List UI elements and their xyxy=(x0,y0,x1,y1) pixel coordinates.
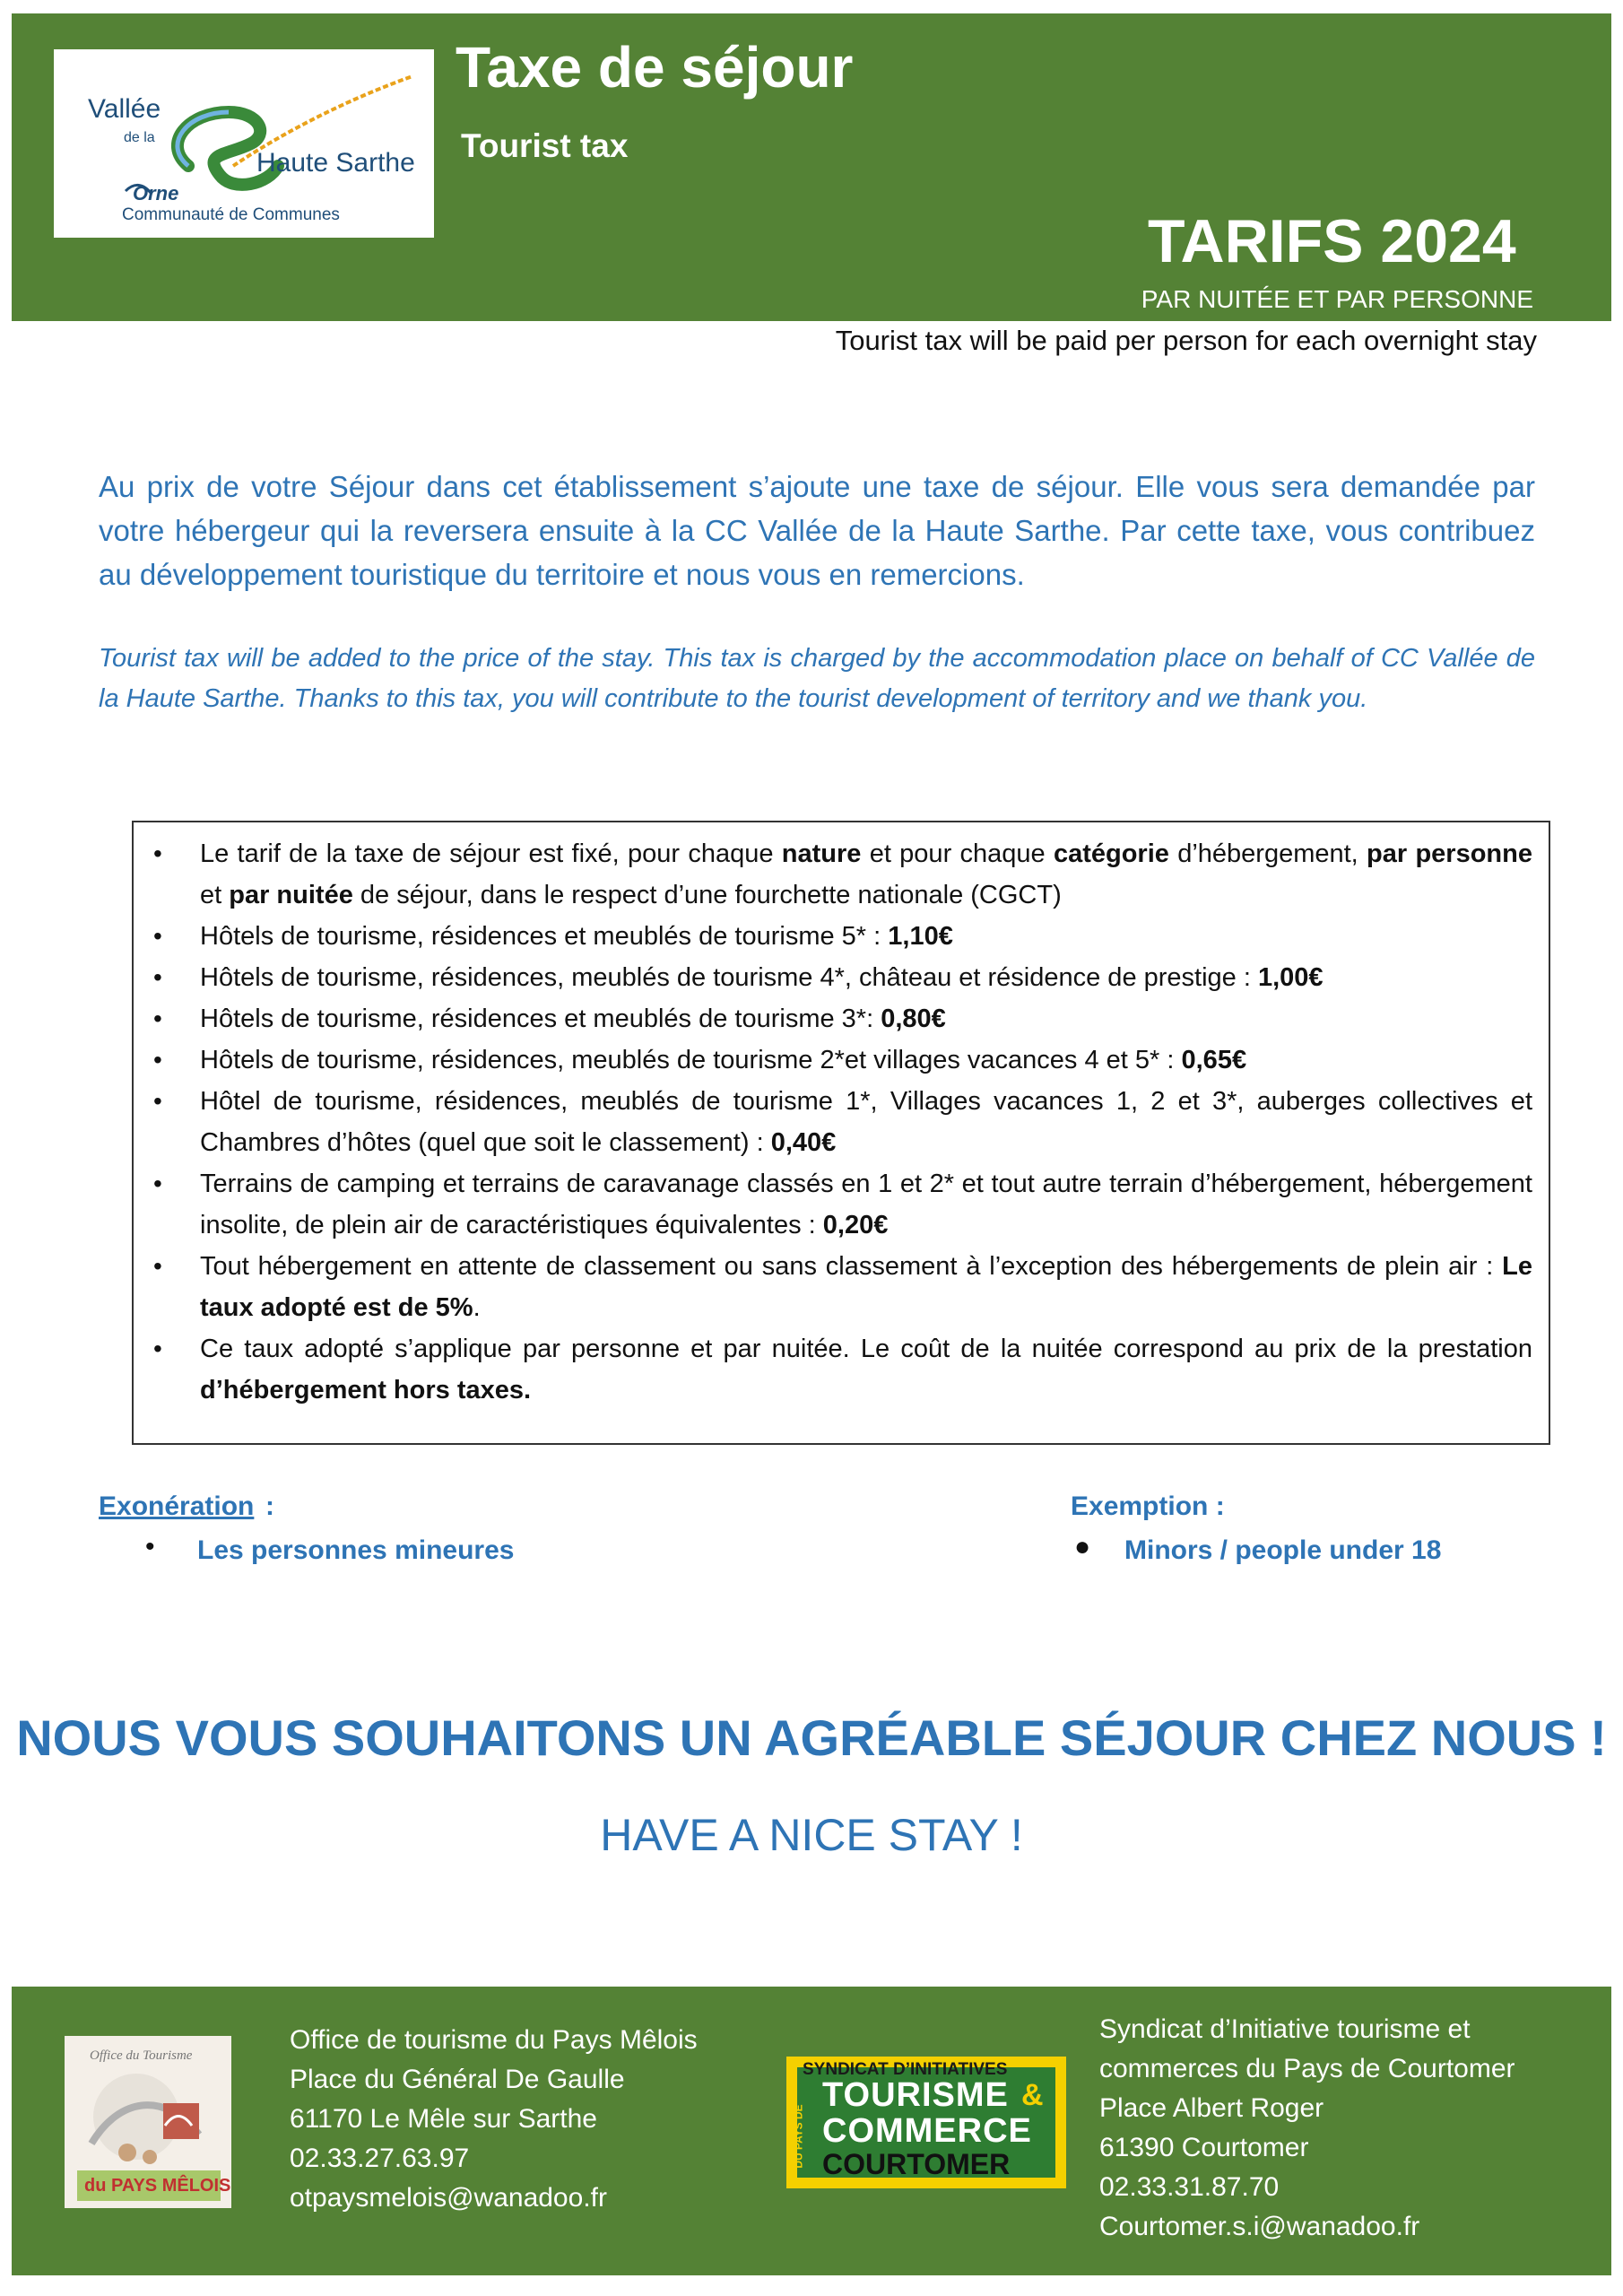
logo-text-orne: Orne xyxy=(133,182,179,204)
rule-text-bold: 1,10€ xyxy=(888,922,953,951)
syndicat-initiatives-logo xyxy=(786,2057,1066,2188)
exoneration-colon: : xyxy=(265,1492,274,1521)
exemption-heading: Exemption : xyxy=(1071,1492,1225,1521)
rule-text-bold: par nuitée xyxy=(229,881,353,909)
sic-logo-line: SYNDICAT D’INITIATIVES xyxy=(803,2060,1008,2079)
rule-text-bold: d’hébergement hors taxes. xyxy=(200,1376,532,1405)
tariff-rule-item xyxy=(134,1039,1549,1081)
rule-text-bold: par personne xyxy=(1367,839,1532,868)
office-tourisme-logo xyxy=(65,2036,231,2208)
tariff-rule-item xyxy=(134,1246,1549,1328)
syndicat-phone: 02.33.31.87.70 xyxy=(1099,2172,1280,2202)
tarifs-heading: TARIFS 2024 xyxy=(1148,207,1516,275)
rule-text-bold: 0,80€ xyxy=(881,1004,946,1033)
intro-french: Au prix de votre Séjour dans cet établissement s’ajoute une taxe de séjour. Elle vous sera demandée par votre hébergeur qui la reversera ensuite à la CC Vallée de la Haute Sarthe. Par cette taxe, vous contribuez au développement touristique du territoire et nous vous en remercions. xyxy=(99,470,1535,591)
tariff-rule-item xyxy=(134,916,1549,957)
tariff-rule-item xyxy=(134,998,1549,1039)
logo-text-de-la: de la xyxy=(124,130,155,145)
intro-english: Tourist tax will be added to the price of the stay. This tax is charged by the accommodation place on behalf of CC Vallée de la Haute Sarthe. Thanks to this tax, you will contribute to the tourist development of territory and we thank you. xyxy=(99,644,1535,713)
office-line: Place du Général De Gaulle xyxy=(290,2065,625,2094)
exemption-item: Minors / people under 18 xyxy=(1124,1535,1442,1565)
logo-text-vallee: Vallée xyxy=(88,94,161,124)
syndicat-contact xyxy=(1099,2010,1515,2247)
tariff-rule-item xyxy=(134,833,1549,916)
tariff-rules-box xyxy=(132,821,1550,1445)
rule-text-bold: Le taux adopté est de 5% xyxy=(200,1252,1532,1322)
exoneration-item: Les personnes mineures xyxy=(197,1535,515,1565)
rule-text: de séjour, dans le respect d’une fourchette nationale (CGCT) xyxy=(352,881,1062,909)
office-email: otpaysmelois@wanadoo.fr xyxy=(290,2183,607,2213)
rule-text: Le tarif de la taxe de séjour est fixé, pour chaque xyxy=(200,839,782,868)
closing-message-english: HAVE A NICE STAY ! xyxy=(600,1810,1023,1860)
tariff-rule-item xyxy=(134,1081,1549,1163)
sic-logo-side: DU PAYS DE xyxy=(792,2104,805,2169)
syndicat-line: 61390 Courtomer xyxy=(1099,2133,1309,2162)
per-person-caption: Tourist tax will be paid per person for each overnight stay xyxy=(835,325,1537,356)
office-line: 61170 Le Mêle sur Sarthe xyxy=(290,2104,597,2134)
rule-text: Hôtel de tourisme, résidences, meublés de tourisme 1*, Villages vacances 1, 2 et 3*, auberges collectives et Chambres d’hôtes (quel que soit le classement) : xyxy=(200,1087,1532,1157)
office-contact xyxy=(290,2021,698,2218)
par-nuitee-caption: PAR NUITÉE ET PAR PERSONNE xyxy=(1141,285,1533,313)
syndicat-line: commerces du Pays de Courtomer xyxy=(1099,2054,1515,2083)
vallee-haute-sarthe-logo xyxy=(54,49,434,238)
rule-text: . xyxy=(473,1293,481,1322)
ot-logo-text-bottom: du PAYS MÊLOIS xyxy=(84,2176,231,2196)
page-subtitle: Tourist tax xyxy=(461,127,629,164)
ot-logo-text-top: Office du Tourisme xyxy=(90,2048,193,2063)
rule-text: et pour chaque xyxy=(861,839,1054,868)
rule-text: Ce taux adopté s’applique par personne et par nuitée. Le coût de la nuitée correspond au prix de la prestation xyxy=(200,1335,1532,1363)
rule-text-bold: 0,20€ xyxy=(822,1211,889,1239)
syndicat-email: Courtomer.s.i@wanadoo.fr xyxy=(1099,2212,1420,2241)
syndicat-line: Syndicat d’Initiative tourisme et xyxy=(1099,2014,1471,2044)
rule-text-bold: 1,00€ xyxy=(1257,963,1324,992)
office-phone: 02.33.27.63.97 xyxy=(290,2144,470,2173)
tariff-rule-item xyxy=(134,957,1549,998)
rule-text: Tout hébergement en attente de classement ou sans classement à l’exception des hébergements de plein air : xyxy=(200,1252,1503,1281)
logo-text-communaute: Communauté de Communes xyxy=(122,205,340,224)
sic-logo-line: TOURISME xyxy=(822,2076,1009,2114)
closing-message-french: NOUS VOUS SOUHAITONS UN AGRÉABLE SÉJOUR CHEZ NOUS ! xyxy=(16,1709,1607,1766)
rule-text-bold: 0,40€ xyxy=(770,1128,837,1157)
tariff-rules-list xyxy=(134,833,1549,1411)
rule-text-bold: 0,65€ xyxy=(1181,1046,1247,1074)
rule-text: Hôtels de tourisme, résidences, meublés de tourisme 4*, château et résidence de prestige : xyxy=(200,963,1258,992)
rule-text: Hôtels de tourisme, résidences et meublés de tourisme 3*: xyxy=(200,1004,881,1033)
syndicat-line: Place Albert Roger xyxy=(1099,2093,1324,2123)
page-title: Taxe de séjour xyxy=(456,35,854,100)
bullet-icon: • xyxy=(145,1532,155,1561)
rule-text: Hôtels de tourisme, résidences et meublés de tourisme 5* : xyxy=(200,922,889,951)
rule-text: d’hébergement, xyxy=(1168,839,1367,868)
rule-text-bold: nature xyxy=(781,839,862,868)
sic-logo-line: COMMERCE xyxy=(822,2112,1032,2150)
office-line: Office de tourisme du Pays Mêlois xyxy=(290,2025,698,2055)
bullet-icon: ● xyxy=(1074,1532,1091,1561)
tariff-rule-item xyxy=(134,1163,1549,1246)
rule-text-bold: catégorie xyxy=(1053,839,1169,868)
rule-text: Terrains de camping et terrains de caravanage classés en 1 et 2* et tout autre terrain d’hébergement, hébergement insolite, de plein air de caractéristiques équivalentes : xyxy=(200,1170,1532,1239)
exoneration-heading: Exonération xyxy=(99,1492,255,1521)
tariff-rule-item xyxy=(134,1328,1549,1411)
sic-logo-line: COURTOMER xyxy=(822,2148,1011,2180)
rule-text: et xyxy=(200,881,230,909)
logo-text-haute-sarthe: Haute Sarthe xyxy=(256,148,415,178)
sic-logo-ampersand: & xyxy=(1021,2078,1044,2112)
rule-text: Hôtels de tourisme, résidences, meublés de tourisme 2*et villages vacances 4 et 5* : xyxy=(200,1046,1182,1074)
